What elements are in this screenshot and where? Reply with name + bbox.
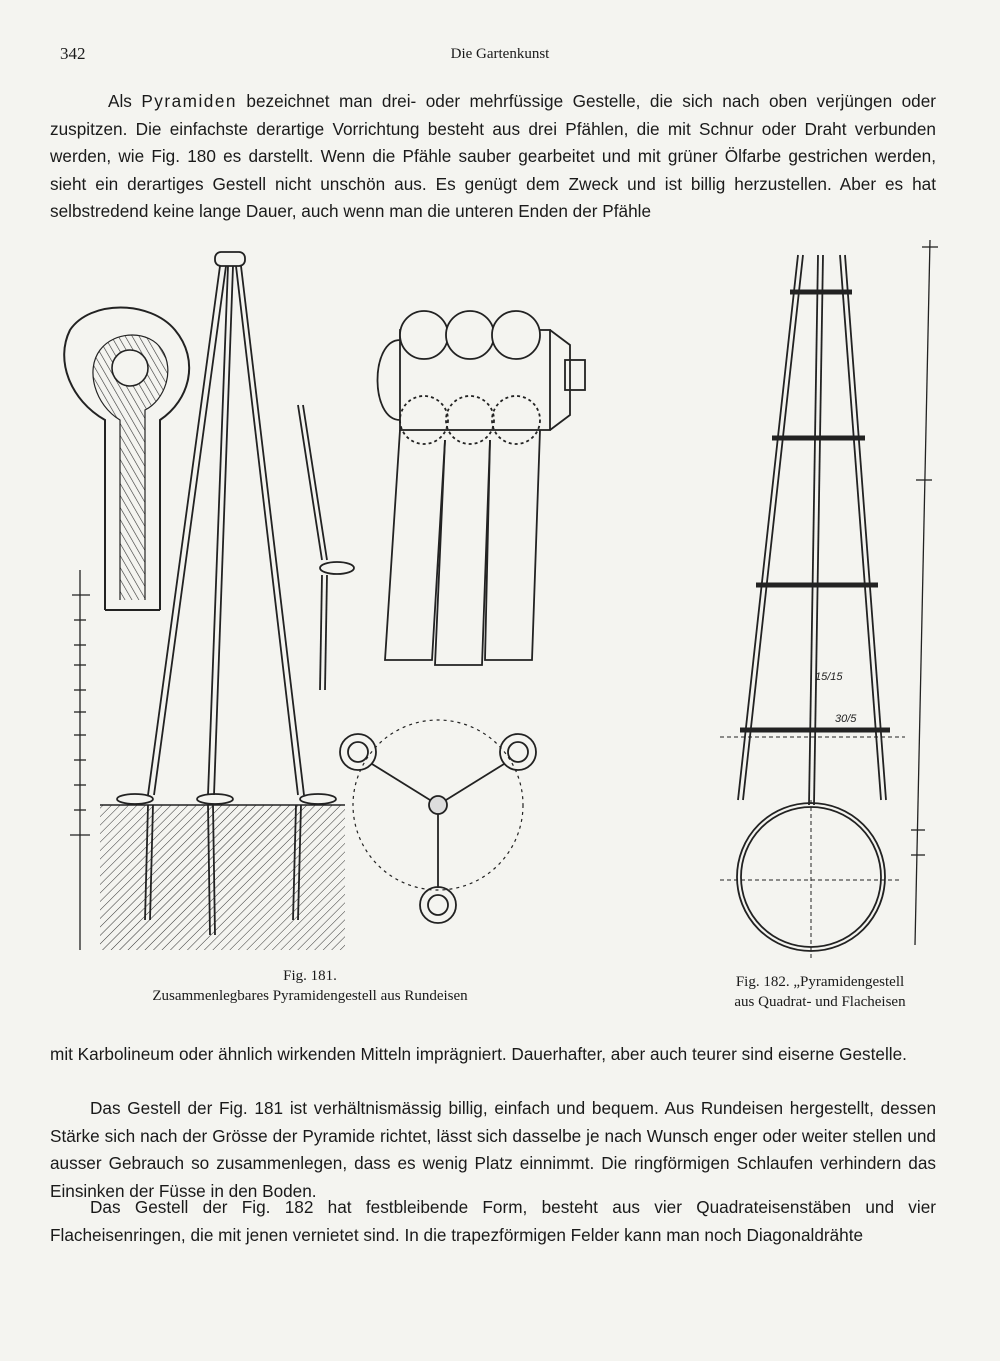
paragraph-4: Das Gestell der Fig. 182 hat festbleibende Form, besteht aus vier Quadrateisenstäben und vier Flacheisenringen, die mit jenen vernietet sind. In die trapezförmigen Felder kann man noch Diagonaldrähte [50,1197,936,1245]
fig181-clamp-detail [378,311,586,665]
fig181-caption-text: Zusammenlegbares Pyramidengestell aus Rundeisen [152,988,468,1004]
fig182-caption-number: Fig. 182. „Pyramidengestell [735,974,905,990]
paragraph-3: Das Gestell der Fig. 181 ist verhältnismässig billig, einfach und bequem. Aus Rundeisen hergestellt, dessen Stärke sich nach der Grösse der Pyramide richtet, lässt sich dasselbe je nach Wunsch enger oder weiter stellen und ausser Gebrauch so zusammenlegen, dass es wenig Platz einnimmt. Die ringförmigen Schlaufen verhindern das Einsinken der Füsse in den Boden. [50,1098,936,1201]
dim-label-15-15: 15/15 [815,671,843,683]
paragraph-2: mit Karbolineum oder ähnlich wirkenden Mitteln imprägniert. Dauerhafter, aber auch teurer sind eiserne Gestelle. [50,1044,907,1064]
fig182-caption [700,972,940,1012]
fig181-scale [70,570,90,950]
fig181-single-leg [298,405,354,690]
fig181-hook-detail [64,308,189,611]
fig181-ground [100,805,345,950]
running-title: Die Gartenkunst [450,46,550,62]
fig182-caption-text: aus Quadrat- und Flacheisen [734,994,906,1010]
fig181-caption-number: Fig. 181. [283,968,337,984]
page-number: 342 [60,44,86,63]
paragraph-1-rest: bezeichnet man drei- oder mehrfüssige Gestelle, die sich nach oben verjüngen oder zuspitzen. Die einfachste derartige Vorrichtung besteht aus drei Pfählen, die mit Schnur oder Draht verbunden werden, wie Fig. 180 es darstellt. Wenn die Pfähle sauber gearbeitet und mit grüner Ölfarbe gestrichen werden, sieht ein derartiges Gestell nicht unschön aus. Es genügt dem Zweck und ist billig herzustellen. Aber es hat selbstredend keine lange Dauer, auch wenn man die unteren Enden der Pfähle [50,91,936,222]
fig181-caption [110,966,510,1006]
term-pyramiden: Pyramiden [141,91,237,111]
fig181-plan-view [340,720,536,923]
fig182-scale [911,240,938,945]
dim-label-30-5: 30/5 [835,713,857,725]
paragraph-1-start: Als [108,91,142,111]
fig182-pyramid [720,255,905,958]
